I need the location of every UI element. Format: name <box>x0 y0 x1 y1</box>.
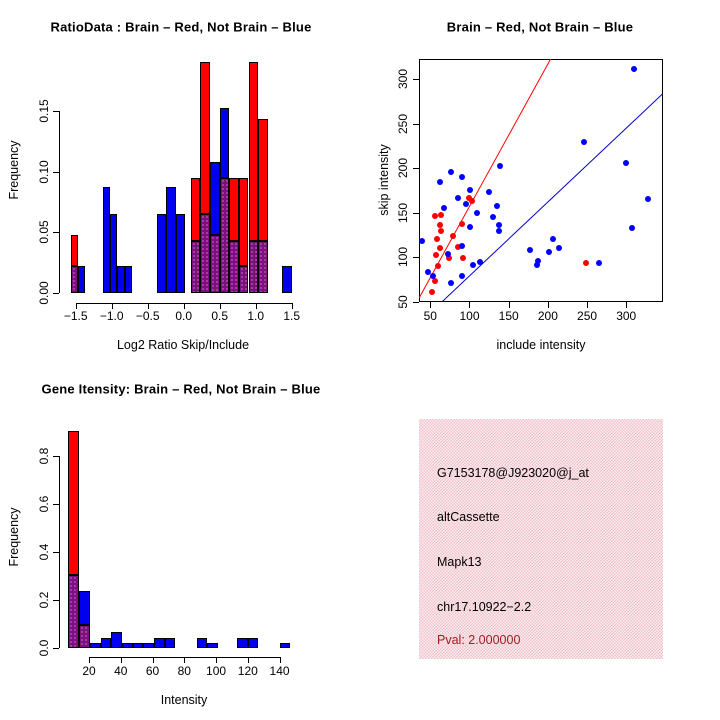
gene-hist-bar-blue <box>111 632 122 648</box>
ratio-hist-bar-blue <box>282 266 292 293</box>
ratio-hist-y-tick-label: 0.15 <box>37 99 51 123</box>
ratio-hist-bar-red <box>258 119 268 240</box>
ratio-hist-bar-red <box>191 178 201 241</box>
gene-hist-title: Gene Itensity: Brain – Red, Not Brain – Blue <box>41 381 321 397</box>
scatter-point-not-brain <box>459 273 465 279</box>
ratio-hist-bar-blue <box>125 266 132 293</box>
gene-hist-bar-blue <box>122 643 133 648</box>
scatter-y-tick-label: 100 <box>396 247 410 268</box>
gene-hist-x-tick <box>184 657 185 663</box>
scatter-y-tick <box>413 79 419 80</box>
not-brain-fit-line <box>442 93 663 301</box>
gene-hist-x-tick <box>216 657 217 663</box>
scatter-x-tick <box>509 302 510 308</box>
scatter-point-brain <box>437 222 443 228</box>
gene-hist-bar-blue <box>280 643 291 648</box>
scatter-point-brain <box>432 213 438 219</box>
scatter-point-not-brain <box>467 187 473 193</box>
gene-hist-x-tick-label: 140 <box>269 664 290 678</box>
scatter-point-not-brain <box>441 205 447 211</box>
scatter-point-not-brain <box>645 196 651 202</box>
ratio-hist-x-tick <box>256 303 257 309</box>
scatter-point-not-brain <box>496 228 502 234</box>
scatter-point-not-brain <box>556 245 562 251</box>
ratio-hist-bar-blue <box>166 187 175 293</box>
scatter-title: Brain – Red, Not Brain – Blue <box>446 19 634 35</box>
scatter-point-brain <box>438 212 444 218</box>
ratio-hist-bar-overlap <box>210 235 220 293</box>
gene-hist-bar-blue <box>79 591 90 626</box>
scatter-point-brain <box>437 245 443 251</box>
gene-hist-bar-overlap <box>68 575 79 648</box>
scatter-x-tick-label: 150 <box>498 309 519 323</box>
gene-hist-x-tick <box>89 657 90 663</box>
scatter-point-not-brain <box>631 66 637 72</box>
scatter-point-not-brain <box>596 260 602 266</box>
scatter-point-not-brain <box>445 251 451 257</box>
ratio-hist-bar-overlap <box>258 241 268 293</box>
ratio-hist-bar-red <box>229 178 239 241</box>
scatter-point-not-brain <box>467 224 473 230</box>
gene-hist-bar-blue <box>207 643 218 648</box>
ratio-hist-x-tick <box>220 303 221 309</box>
gene-hist-x-tick <box>280 657 281 663</box>
scatter-point-not-brain <box>496 222 502 228</box>
ratio-hist-bar-blue <box>157 214 166 293</box>
scatter-x-tick <box>587 302 588 308</box>
scatter-y-tick-label: 300 <box>396 69 410 90</box>
ratio-hist-y-tick <box>53 293 59 294</box>
gene-hist-y-tick <box>53 456 59 457</box>
scatter-point-brain <box>469 198 475 204</box>
scatter-point-not-brain <box>470 262 476 268</box>
ratio-hist-bar-overlap <box>71 266 78 293</box>
ratio-hist-bar-overlap <box>220 178 230 293</box>
info-pval: Pval: 2.000000 <box>437 633 521 647</box>
gene-hist-bar-blue <box>248 638 259 648</box>
ratio-hist-x-tick-label: 0.0 <box>175 309 193 323</box>
gene-hist-y-tick-label: 0.6 <box>37 495 51 513</box>
ratio-hist-x-tick-label: −1.0 <box>99 309 124 323</box>
gene-hist-x-tick-label: 60 <box>145 664 160 678</box>
scatter-point-brain <box>438 228 444 234</box>
info-probe-id: G7153178@J923020@j_at <box>437 466 589 480</box>
scatter-x-tick-label: 200 <box>537 309 558 323</box>
scatter-point-not-brain <box>430 273 436 279</box>
scatter-x-tick-label: 50 <box>423 309 437 323</box>
gene-hist-ylabel: Frequency <box>7 507 21 567</box>
scatter-point-brain <box>432 278 438 284</box>
scatter-point-not-brain <box>581 139 587 145</box>
scatter-y-tick <box>413 124 419 125</box>
gene-hist-x-tick <box>153 657 154 663</box>
ratio-hist-x-tick-label: 1.5 <box>283 309 301 323</box>
ratio-hist-x-tick-label: −1.5 <box>63 309 88 323</box>
gene-hist-y-tick <box>53 648 59 649</box>
scatter-point-brain <box>583 260 589 266</box>
ratio-hist-bar-blue <box>210 162 220 235</box>
scatter-point-not-brain <box>629 225 635 231</box>
info-locus: chr17.10922−2.2 <box>437 600 532 614</box>
gene-hist-x-tick <box>121 657 122 663</box>
scatter-point-not-brain <box>455 195 461 201</box>
gene-hist-bar-blue <box>90 643 101 648</box>
scatter-point-not-brain <box>459 243 465 249</box>
info-splice-type: altCassette <box>437 510 500 524</box>
gene-hist-y-tick-label: 0.8 <box>37 447 51 465</box>
ratio-hist-bar-blue <box>103 187 110 293</box>
ratio-hist-y-axis <box>59 111 60 293</box>
ratio-hist-y-tick-label: 0.05 <box>37 220 51 244</box>
scatter-x-tick-label: 100 <box>459 309 480 323</box>
scatter-y-tick-label: 250 <box>396 113 410 134</box>
gene-hist-y-tick <box>53 552 59 553</box>
gene-hist-y-tick-label: 0.0 <box>37 639 51 657</box>
scatter-point-brain <box>450 233 456 239</box>
info-gene-name: Mapk13 <box>437 555 482 569</box>
scatter-x-tick <box>548 302 549 308</box>
ratio-hist-title: RatioData : Brain – Red, Not Brain – Blue <box>50 19 312 35</box>
scatter-point-not-brain <box>550 236 556 242</box>
scatter-point-not-brain <box>437 179 443 185</box>
ratio-hist-x-tick-label: 1.0 <box>247 309 265 323</box>
scatter-point-brain <box>435 263 441 269</box>
scatter-point-not-brain <box>463 201 469 207</box>
ratio-hist-bar-blue <box>220 108 230 177</box>
scatter-y-tick <box>413 168 419 169</box>
gene-hist-bar-blue <box>101 638 112 648</box>
scatter-x-tick-label: 300 <box>616 309 637 323</box>
scatter-point-not-brain <box>494 203 500 209</box>
gene-hist-bar-blue <box>237 638 248 648</box>
ratio-hist-x-tick <box>112 303 113 309</box>
scatter-point-not-brain <box>474 210 480 216</box>
gene-hist-bar-blue <box>133 643 144 648</box>
ratio-hist-y-tick-label: 0.00 <box>37 281 51 305</box>
ratio-hist-bar-overlap <box>249 241 259 293</box>
gene-hist-y-tick-label: 0.2 <box>37 591 51 609</box>
gene-hist-x-tick-label: 120 <box>237 664 258 678</box>
ratio-hist-bar-red <box>239 178 249 267</box>
scatter-point-brain <box>460 255 466 261</box>
ratio-hist-bar-blue <box>110 214 117 293</box>
ratio-hist-x-tick <box>292 303 293 309</box>
gene-hist-x-tick-label: 100 <box>206 664 227 678</box>
ratio-hist-y-tick <box>53 232 59 233</box>
scatter-point-not-brain <box>477 259 483 265</box>
ratio-hist-bar-red <box>71 235 78 267</box>
ratio-hist-bar-red <box>249 62 259 240</box>
scatter-point-not-brain <box>486 189 492 195</box>
gene-hist-y-tick <box>53 504 59 505</box>
ratio-hist-x-tick-label: 0.5 <box>211 309 229 323</box>
ratio-hist-x-tick <box>76 303 77 309</box>
gene-hist-x-tick-label: 20 <box>82 664 96 678</box>
gene-hist-xlabel: Intensity <box>160 693 208 707</box>
ratio-hist-bar-red <box>200 62 210 214</box>
gene-hist-bar-overlap <box>79 625 90 648</box>
scatter-point-brain <box>434 236 440 242</box>
ratio-hist-bar-overlap <box>191 241 201 293</box>
scatter-point-brain <box>429 289 435 295</box>
scatter-point-not-brain <box>546 249 552 255</box>
scatter-point-brain <box>433 252 439 258</box>
scatter-ylabel: skip intensity <box>377 144 391 216</box>
scatter-point-not-brain <box>623 160 629 166</box>
ratio-hist-bar-blue <box>176 214 185 293</box>
scatter-point-brain <box>459 221 465 227</box>
gene-hist-x-tick-label: 40 <box>114 664 128 678</box>
ratio-hist-x-tick-label: −0.5 <box>135 309 160 323</box>
scatter-y-tick <box>413 302 419 303</box>
scatter-point-not-brain <box>459 174 465 180</box>
ratio-hist-x-tick <box>184 303 185 309</box>
scatter-x-tick <box>430 302 431 308</box>
ratio-hist-bar-overlap <box>200 214 210 293</box>
scatter-point-not-brain <box>490 214 496 220</box>
ratio-hist-y-tick-label: 0.10 <box>37 159 51 184</box>
ratio-hist-y-tick <box>53 172 59 173</box>
scatter-point-not-brain <box>419 238 425 244</box>
ratio-hist-y-tick <box>53 111 59 112</box>
ratio-hist-bar-overlap <box>239 266 249 293</box>
gene-hist-bar-blue <box>154 638 165 648</box>
ratio-hist-bar-overlap <box>229 241 239 293</box>
scatter-x-tick <box>626 302 627 308</box>
scatter-y-tick-label: 200 <box>396 158 410 179</box>
scatter-point-not-brain <box>497 163 503 169</box>
gene-hist-bar-blue <box>197 638 208 648</box>
scatter-y-tick <box>413 257 419 258</box>
gene-hist-bar-red <box>68 431 79 575</box>
ratio-hist-xlabel: Log2 Ratio Skip/Include <box>116 338 250 352</box>
scatter-y-tick-label: 150 <box>396 202 410 223</box>
scatter-point-not-brain <box>448 169 454 175</box>
gene-hist-bar-blue <box>165 638 176 648</box>
ratio-hist-bar-blue <box>117 266 124 293</box>
scatter-point-not-brain <box>535 258 541 264</box>
fit-lines-layer <box>419 59 663 302</box>
scatter-x-tick <box>469 302 470 308</box>
ratio-hist-ylabel: Frequency <box>7 140 21 200</box>
gene-hist-bar-blue <box>143 643 154 648</box>
scatter-point-not-brain <box>448 280 454 286</box>
gene-hist-y-tick-label: 0.4 <box>37 543 51 561</box>
scatter-y-tick <box>413 213 419 214</box>
scatter-xlabel: include intensity <box>496 338 586 352</box>
ratio-hist-bar-blue <box>78 266 85 293</box>
ratio-hist-x-tick <box>148 303 149 309</box>
scatter-point-not-brain <box>527 247 533 253</box>
scatter-y-tick-label: 50 <box>396 295 410 309</box>
info-box <box>419 419 663 659</box>
scatter-x-tick-label: 250 <box>577 309 598 323</box>
gene-hist-y-tick <box>53 600 59 601</box>
gene-hist-x-tick <box>248 657 249 663</box>
gene-hist-y-axis <box>59 456 60 648</box>
gene-hist-x-tick-label: 80 <box>177 664 191 678</box>
